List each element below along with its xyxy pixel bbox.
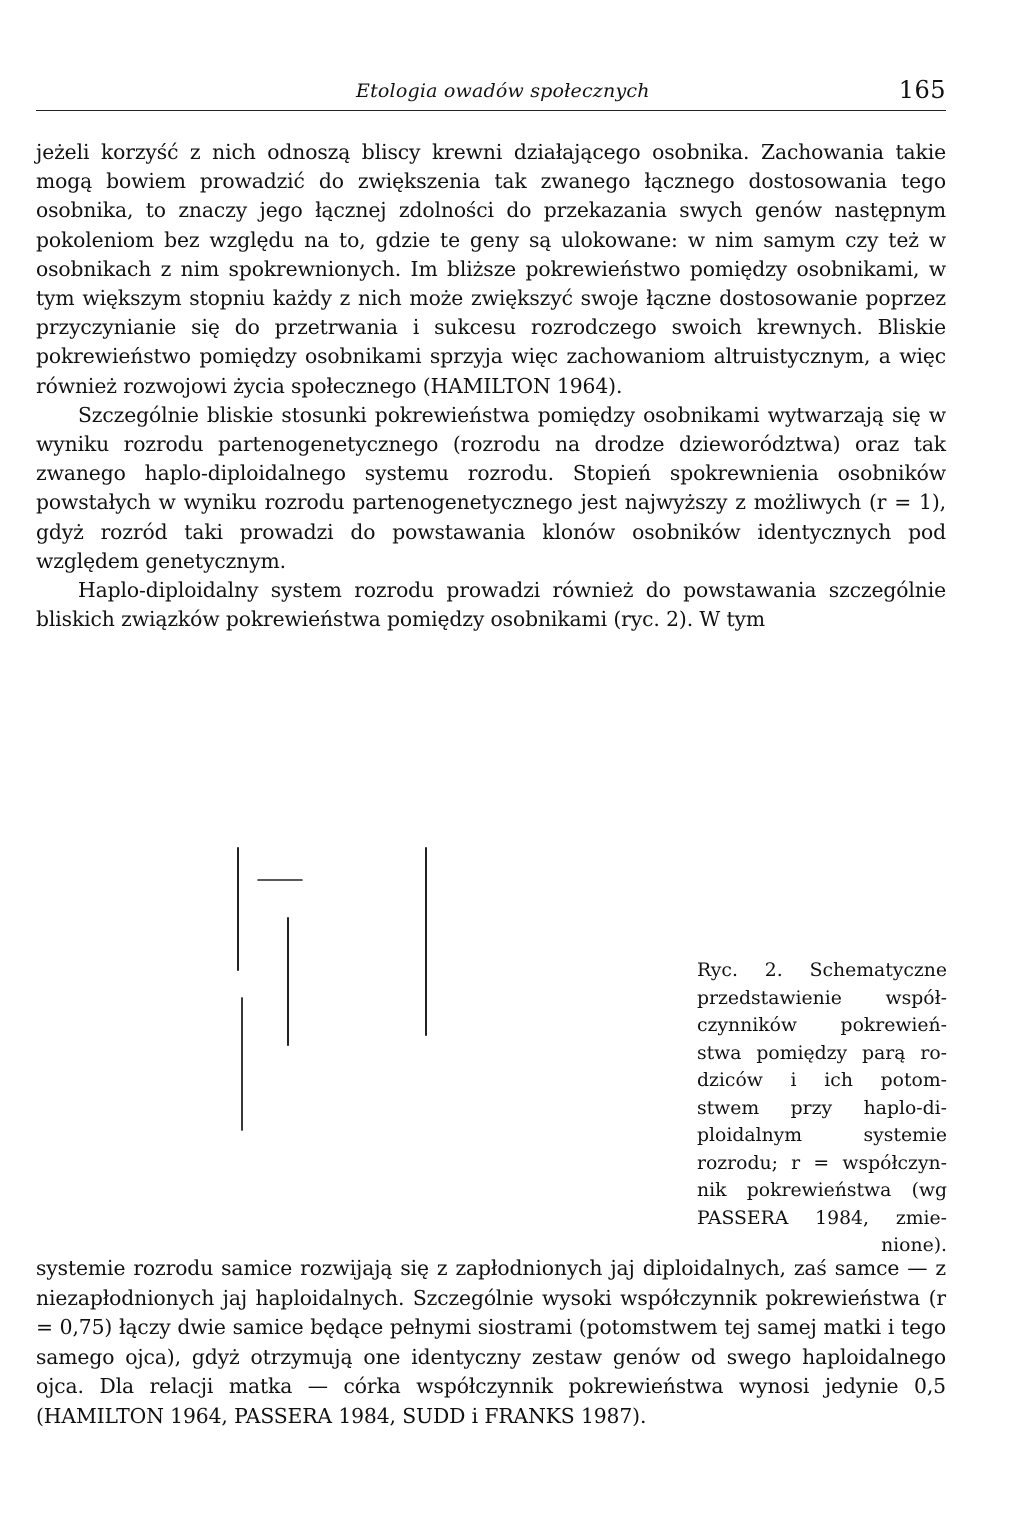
body-text-bottom <box>36 1254 946 1432</box>
paragraph-2: Szczególnie bliskie stosunki pokrewieństwa pomiędzy osobnikami wytwarzają się w wyniku rozrodu partenogenetycznego (rozrodu na drodze dzieworództwa) oraz tak zwanego haplo-diploidalnego systemu rozrodu. Stopień spokrewnienia osobników powstałych w wyniku rozrodu partenogenetycznego jest najwyższy z możliwych (r = 1), gdyż rozród taki prowadzi do powstawania klonów osobników identycznych pod względem genetycznym. <box>36 402 946 573</box>
caption-line: nione). <box>881 1235 947 1256</box>
running-head-title: Etologia owadów społecznych <box>356 80 650 102</box>
caption-line: PASSERA 1984, zmie- <box>697 1207 947 1229</box>
figure-2-faint-diagram <box>220 840 450 1140</box>
paragraph-1: jeżeli korzyść z nich odnoszą bliscy krewni działającego osobnika. Zachowania takie mogą bowiem prowadzić do zwiększenia tak zwanego łącznego dostosowania tego osobnika, to znaczy jego łącznej zdolności do przekazania swych genów następnym pokoleniom bez względu na to, gdzie te geny są ulokowane: w nim samym czy też w osobnikach z nim spokrewnionych. Im bliższe pokrewieństwo pomiędzy osobnikami, w tym większym stopniu każdy z nich może zwiększyć swoje łączne dostosowanie poprzez przyczynianie się do przetrwania i sukcesu rozrodczego swoich krewnych. Bliskie pokrewieństwo pomiędzy osobnikami sprzyja więc zachowaniom altruistycznym, a więc również rozwojowi życia społecznego (HAMILTON 1964). <box>36 140 946 398</box>
figure-caption <box>697 957 947 1260</box>
caption-line: ploidalnym systemie <box>697 1125 947 1146</box>
caption-line: przedstawienie współ- <box>697 987 947 1009</box>
caption-line: czynników pokrewień- <box>697 1015 947 1036</box>
caption-line: dziców i ich potom- <box>697 1070 947 1091</box>
page-number: 165 <box>898 76 946 104</box>
running-header <box>36 76 946 111</box>
paragraph-3: Haplo-diploidalny system rozrodu prowadzi również do powstawania szczególnie bliskich związków pokrewieństwa pomiędzy osobnikami (ryc. 2). W tym <box>36 578 946 632</box>
caption-line: stwa pomiędzy parą ro- <box>697 1042 947 1064</box>
caption-line: Ryc. 2. Schematyczne <box>697 960 947 981</box>
caption-line: rozrodu; r = współczyn- <box>697 1152 947 1174</box>
caption-line: stwem przy haplo-di- <box>697 1097 947 1119</box>
caption-line: nik pokrewieństwa (wg <box>697 1180 947 1201</box>
body-text-top <box>36 138 946 634</box>
paragraph-4: systemie rozrodu samice rozwijają się z zapłodnionych jaj diploidalnych, zaś samce — z niezapłodnionych jaj haploidalnych. Szczególnie wysoki współczynnik pokrewieństwa (r = 0,75) łączy dwie samice będące pełnymi siostrami (potomstwem tej samej matki i tego samego ojca), gdyż otrzymują one identyczny zestaw genów od swego haploidalnego ojca. Dla relacji matka — córka współczynnik pokrewieństwa wynosi jedynie 0,5 (HAMILTON 1964, PASSERA 1984, SUDD i FRANKS 1987). <box>36 1256 946 1428</box>
